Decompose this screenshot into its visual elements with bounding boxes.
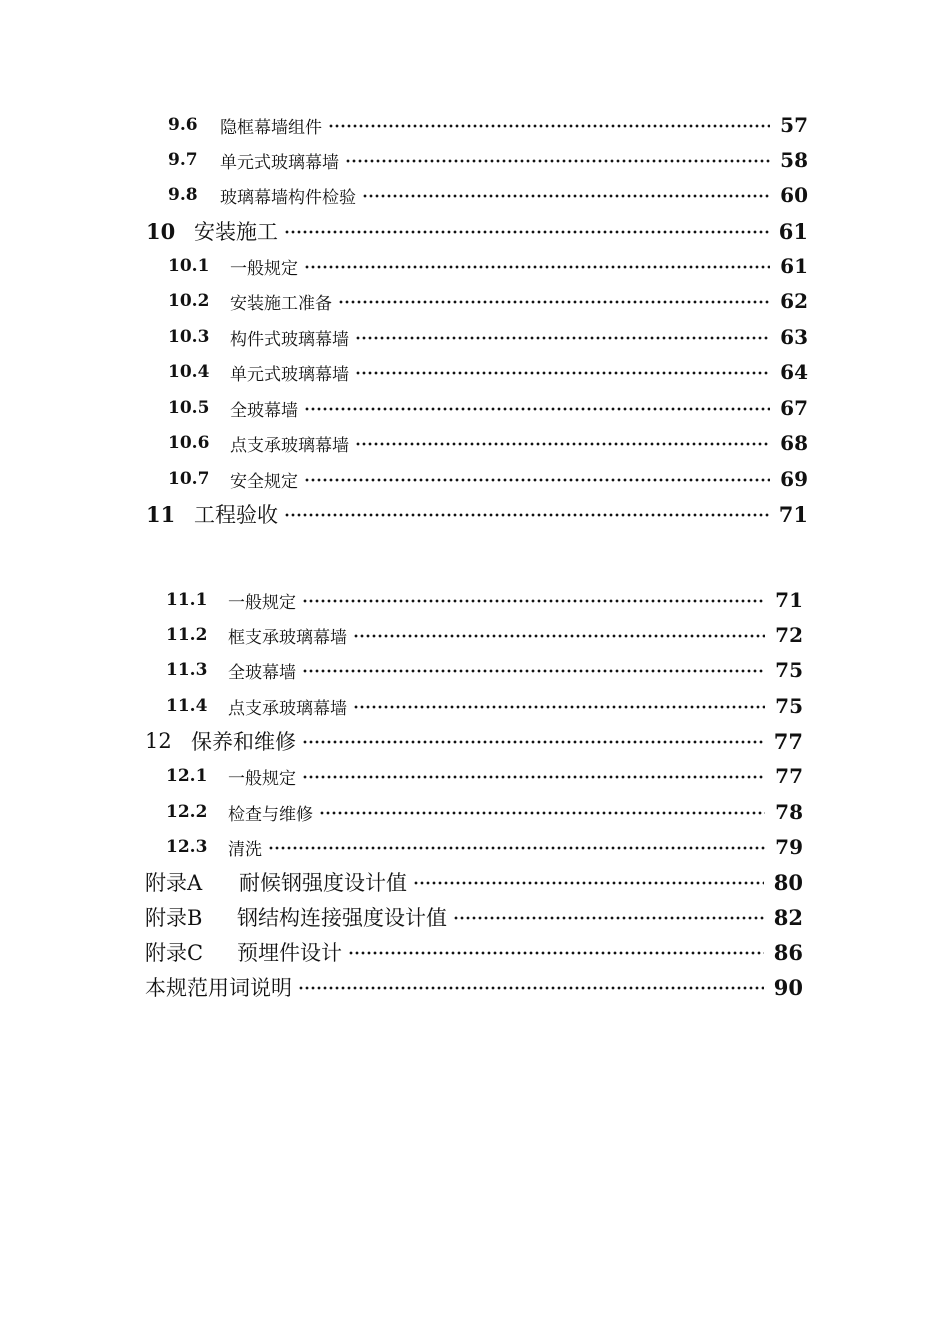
toc-entry-11-4[interactable] [166, 690, 803, 722]
toc-number: 附录C [145, 941, 204, 965]
toc-page-number: 68 [780, 431, 808, 455]
toc-page-number: 61 [780, 254, 808, 278]
toc-title: 检查与维修 [228, 804, 313, 825]
dot-leader [338, 300, 770, 304]
toc-number: 9.8 [168, 185, 198, 205]
toc-title: 点支承玻璃幕墙 [230, 435, 349, 456]
toc-page-number: 71 [778, 501, 808, 527]
dot-leader [355, 336, 770, 340]
toc-title: 本规范用词说明 [145, 976, 292, 1000]
toc-title: 点支承玻璃幕墙 [228, 698, 347, 719]
toc-entry-12-1[interactable] [166, 760, 803, 792]
dot-leader [302, 669, 765, 673]
toc-title: 全玻幕墙 [228, 662, 296, 683]
toc-page-number: 60 [780, 183, 808, 207]
toc-title: 一般规定 [230, 258, 298, 279]
toc-appendix-c[interactable] [145, 936, 803, 968]
toc-title: 一般规定 [228, 592, 296, 613]
dot-leader [268, 846, 765, 850]
toc-page-number: 77 [773, 728, 803, 754]
toc-entry-10-6[interactable] [168, 427, 808, 459]
dot-leader [304, 265, 770, 269]
toc-entry-10-7[interactable] [168, 463, 808, 495]
toc-entry-11-1[interactable] [166, 584, 803, 616]
toc-page-number: 82 [773, 904, 803, 930]
toc-chapter-11[interactable] [146, 498, 808, 530]
toc-title: 安装施工准备 [230, 293, 332, 314]
toc-number: 11.3 [166, 660, 208, 680]
toc-entry-10-5[interactable] [168, 392, 808, 424]
toc-page-number: 67 [780, 396, 808, 420]
toc-number: 10.2 [168, 291, 210, 311]
toc-page-number: 57 [780, 113, 808, 137]
toc-number: 10.1 [168, 256, 210, 276]
dot-leader [304, 407, 770, 411]
toc-page-number: 90 [773, 974, 803, 1000]
toc-chapter-10[interactable] [146, 215, 808, 247]
toc-number: 12.3 [166, 837, 208, 857]
toc-number: 11.1 [166, 590, 208, 610]
toc-page-number: 79 [775, 835, 803, 859]
toc-entry-12-2[interactable] [166, 796, 803, 828]
toc-page-number: 64 [780, 360, 808, 384]
toc-number: 10.6 [168, 433, 210, 453]
dot-leader [355, 371, 770, 375]
toc-page-number: 75 [775, 658, 803, 682]
toc-number: 10.4 [168, 362, 210, 382]
toc-appendix-b[interactable] [145, 901, 803, 933]
dot-leader [413, 881, 764, 885]
toc-entry-9-8[interactable] [168, 179, 808, 211]
dot-leader [353, 634, 765, 638]
dot-leader [284, 230, 769, 234]
toc-title: 单元式玻璃幕墙 [220, 152, 339, 173]
toc-page-number: 80 [773, 869, 803, 895]
toc-number: 11 [146, 501, 176, 527]
toc-number: 9.7 [168, 150, 198, 170]
toc-number: 9.6 [168, 115, 198, 135]
dot-leader [453, 916, 764, 920]
toc-title: 清洗 [228, 839, 262, 860]
dot-leader [362, 194, 770, 198]
toc-appendix-a[interactable] [145, 866, 803, 898]
toc-number: 10 [146, 218, 176, 244]
toc-entry-10-2[interactable] [168, 285, 808, 317]
toc-page-number: 75 [775, 694, 803, 718]
dot-leader [345, 159, 770, 163]
toc-page-number: 78 [775, 800, 803, 824]
toc-number: 10.5 [168, 398, 210, 418]
toc-number: 12.2 [166, 802, 208, 822]
toc-entry-10-3[interactable] [168, 321, 808, 353]
toc-number: 12.1 [166, 766, 208, 786]
dot-leader [304, 478, 770, 482]
dot-leader [302, 740, 764, 744]
dot-leader [302, 775, 765, 779]
toc-number: 10.3 [168, 327, 210, 347]
toc-title: 单元式玻璃幕墙 [230, 364, 349, 385]
toc-usage-notes[interactable] [145, 971, 803, 1003]
toc-page-number: 69 [780, 467, 808, 491]
toc-title: 安全规定 [230, 471, 298, 492]
toc-number: 附录B [145, 906, 203, 930]
dot-leader [302, 599, 765, 603]
toc-entry-11-2[interactable] [166, 619, 803, 651]
toc-page-number: 58 [780, 148, 808, 172]
toc-number: 10.7 [168, 469, 210, 489]
toc-title: 玻璃幕墙构件检验 [220, 187, 356, 208]
dot-leader [348, 951, 764, 955]
toc-title: 预埋件设计 [237, 941, 342, 965]
toc-title: 保养和维修 [191, 730, 296, 754]
toc-title: 框支承玻璃幕墙 [228, 627, 347, 648]
toc-title: 工程验收 [194, 503, 278, 527]
toc-number: 11.4 [166, 696, 208, 716]
toc-page-number: 62 [780, 289, 808, 313]
dot-leader [355, 442, 770, 446]
toc-entry-10-1[interactable] [168, 250, 808, 282]
toc-number: 附录A [145, 871, 203, 895]
toc-title: 钢结构连接强度设计值 [237, 906, 447, 930]
toc-page-number: 63 [780, 325, 808, 349]
toc-entry-9-7[interactable] [168, 144, 808, 176]
dot-leader [319, 811, 765, 815]
toc-entry-10-4[interactable] [168, 356, 808, 388]
toc-entry-9-6[interactable] [168, 109, 808, 141]
dot-leader [298, 986, 764, 990]
toc-title: 耐候钢强度设计值 [239, 871, 407, 895]
toc-number: 12 [145, 729, 172, 753]
toc-title: 安装施工 [194, 220, 278, 244]
toc-page-number: 72 [775, 623, 803, 647]
toc-title: 全玻幕墙 [230, 400, 298, 421]
toc-title: 隐框幕墙组件 [220, 117, 322, 138]
toc-number: 11.2 [166, 625, 208, 645]
toc-entry-12-3[interactable] [166, 831, 803, 863]
toc-chapter-12[interactable] [145, 725, 803, 757]
toc-page-number: 61 [778, 218, 808, 244]
dot-leader [328, 124, 770, 128]
toc-title: 一般规定 [228, 768, 296, 789]
toc-entry-11-3[interactable] [166, 654, 803, 686]
dot-leader [353, 705, 765, 709]
toc-page-number: 86 [773, 939, 803, 965]
dot-leader [284, 513, 769, 517]
toc-title: 构件式玻璃幕墙 [230, 329, 349, 350]
toc-page-number: 77 [775, 764, 803, 788]
toc-page-number: 71 [775, 588, 803, 612]
